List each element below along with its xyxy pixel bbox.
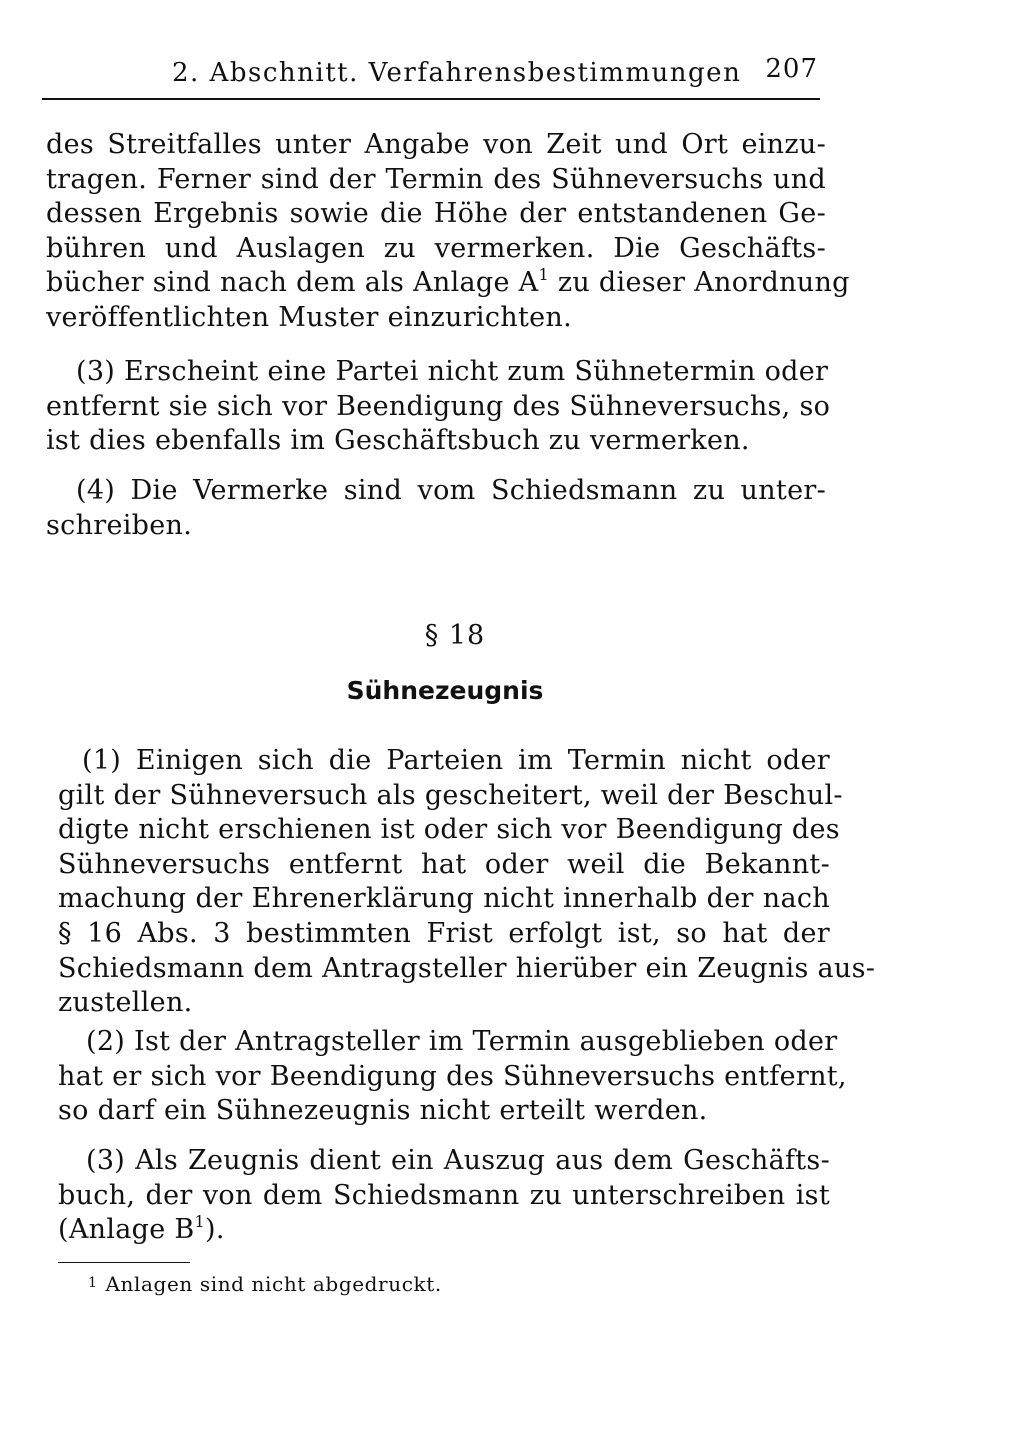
footnote-mark: 1 [88,1275,98,1291]
text-line: gilt der Sühneversuch als gescheitert, weil der Beschul- [58,779,843,811]
text-line: veröffentlichten Muster einzurichten. [46,301,572,333]
text-line: (1) Einigen sich die Parteien im Termin nicht oder [82,745,830,776]
text-line: entfernt sie sich vor Beendigung des Sühneversuchs, so [46,390,831,422]
footnote-divider [58,1262,190,1263]
footnote-text: Anlagen sind nicht abgedruckt. [105,1272,442,1296]
text-line: Sühneversuchs entfernt hat oder weil die Bekannt- [58,848,830,880]
text-line: schreiben. [46,509,193,541]
page-number: 207 [765,54,818,84]
text-line: des Streitfalles unter Angabe von Zeit und Ort einzu- [46,129,826,160]
paragraph-3 [46,355,831,459]
footnote [88,1272,442,1296]
text-line [46,265,850,301]
text-segment: (Anlage B [58,1214,195,1246]
text-segment: bücher sind nach dem als Anlage A [46,267,539,299]
text-line: digte nicht erschienen ist oder sich vor Beendigung des [58,814,840,846]
text-line: Schiedsmann dem Antragsteller hierüber ein Zeugnis aus- [58,952,876,984]
text-line: ist dies ebenfalls im Geschäftsbuch zu vermerken. [46,425,750,457]
text-line: (3) Als Zeugnis dient ein Auszug aus dem Geschäfts- [86,1145,830,1176]
text-line: § 16 Abs. 3 bestimmten Frist erfolgt ist, so hat der [58,917,830,949]
running-header [42,52,820,100]
text-line: hat er sich vor Beendigung des Sühneversuchs entfernt, [58,1060,847,1092]
text-segment: ). [205,1214,225,1246]
text-line: buch, der von dem Schiedsmann zu unterschreiben ist [58,1179,830,1211]
header-title: 2. Abschnitt. Verfahrensbestimmungen [172,58,742,88]
text-line: zustellen. [58,987,193,1019]
text-line [58,1213,830,1248]
text-line: (4) Die Vermerke sind vom Schiedsmann zu unter- [76,475,826,506]
text-line: (2) Ist der Antragsteller im Termin ausgeblieben oder [86,1026,838,1057]
section-number: § 18 [424,620,486,651]
text-line: dessen Ergebnis sowie die Höhe der entstandenen Ge- [46,198,826,230]
paragraph-18-1 [58,744,876,1021]
paragraph-4 [46,474,826,543]
text-line: tragen. Ferner sind der Termin des Sühneversuchs und [46,163,826,195]
footnote-reference: 1 [538,265,549,285]
paragraph-18-3 [58,1144,830,1248]
section-title: Sühnezeugnis [346,676,544,705]
text-line: (3) Erscheint eine Partei nicht zum Sühnetermin oder [76,356,829,387]
paragraph-continuation [46,128,850,336]
text-line: so darf ein Sühnezeugnis nicht erteilt werden. [58,1095,708,1127]
text-segment: zu dieser Anordnung [548,267,850,299]
text-line: machung der Ehrenerklärung nicht innerhalb der nach [58,883,830,915]
paragraph-18-2 [58,1025,847,1129]
text-line: bühren und Auslagen zu vermerken. Die Geschäfts- [46,232,826,264]
footnote-reference: 1 [194,1212,206,1232]
